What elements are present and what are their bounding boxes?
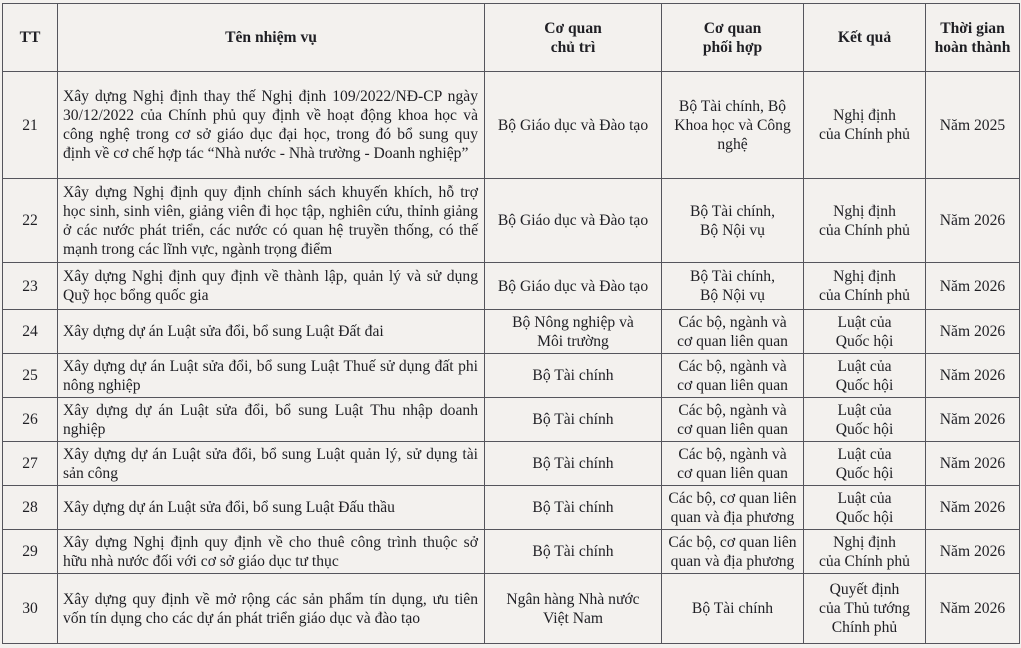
- header-row: [3, 4, 1020, 72]
- row-number: 21: [3, 72, 58, 179]
- coordinating-agency: Các bộ, ngành và cơ quan liên quan: [662, 310, 804, 354]
- deadline: Năm 2026: [926, 310, 1020, 354]
- table-row: [3, 263, 1020, 310]
- result: Luật của Quốc hội: [804, 486, 926, 530]
- task-name: Xây dựng quy định về mở rộng các sản phẩm tín dụng, ưu tiên vốn tín dụng cho các dự án phát triển giáo dục và đào tạo: [58, 574, 485, 644]
- lead-agency: Bộ Tài chính: [485, 486, 662, 530]
- task-name: Xây dựng dự án Luật sửa đổi, bổ sung Luật Thu nhập doanh nghiệp: [58, 398, 485, 442]
- header-lead-agency: Cơ quan chủ trì: [485, 4, 662, 72]
- header-tt: TT: [3, 4, 58, 72]
- lead-agency: Bộ Giáo dục và Đào tạo: [485, 263, 662, 310]
- row-number: 27: [3, 442, 58, 486]
- header-coordinating-agency: Cơ quan phối hợp: [662, 4, 804, 72]
- coordinating-agency: Bộ Tài chính: [662, 574, 804, 644]
- result: Luật của Quốc hội: [804, 354, 926, 398]
- lead-agency: Bộ Nông nghiệp và Môi trường: [485, 310, 662, 354]
- lead-agency: Bộ Tài chính: [485, 442, 662, 486]
- row-number: 30: [3, 574, 58, 644]
- task-name: Xây dựng dự án Luật sửa đổi, bổ sung Luật Đấu thầu: [58, 486, 485, 530]
- result: Luật của Quốc hội: [804, 398, 926, 442]
- coordinating-agency: Các bộ, cơ quan liên quan và địa phương: [662, 486, 804, 530]
- tasks-table: [2, 3, 1020, 644]
- coordinating-agency: Các bộ, cơ quan liên quan và địa phương: [662, 530, 804, 574]
- result: Luật của Quốc hội: [804, 442, 926, 486]
- row-number: 25: [3, 354, 58, 398]
- lead-agency: Bộ Tài chính: [485, 398, 662, 442]
- coordinating-agency: Bộ Tài chính, Bộ Nội vụ: [662, 179, 804, 263]
- table-row: [3, 398, 1020, 442]
- result: Luật của Quốc hội: [804, 310, 926, 354]
- lead-agency: Bộ Giáo dục và Đào tạo: [485, 72, 662, 179]
- deadline: Năm 2026: [926, 530, 1020, 574]
- lead-agency: Bộ Tài chính: [485, 354, 662, 398]
- deadline: Năm 2026: [926, 486, 1020, 530]
- deadline: Năm 2026: [926, 179, 1020, 263]
- table-row: [3, 310, 1020, 354]
- result: Nghị định của Chính phủ: [804, 72, 926, 179]
- table-row: [3, 179, 1020, 263]
- task-name: Xây dựng Nghị định thay thế Nghị định 109/2022/NĐ-CP ngày 30/12/2022 của Chính phủ quy định về hoạt động khoa học và công nghệ trong cơ sở giáo dục đại học, trong đó bổ sung quy định về cơ chế hợp tác “Nhà nước - Nhà trường - Doanh nghiệp”: [58, 72, 485, 179]
- coordinating-agency: Các bộ, ngành và cơ quan liên quan: [662, 398, 804, 442]
- coordinating-agency: Bộ Tài chính, Bộ Nội vụ: [662, 263, 804, 310]
- task-name: Xây dựng Nghị định quy định về cho thuê công trình thuộc sở hữu nhà nước đối với cơ sở giáo dục tư thục: [58, 530, 485, 574]
- result: Nghị định của Chính phủ: [804, 263, 926, 310]
- coordinating-agency: Bộ Tài chính, Bộ Khoa học và Công nghệ: [662, 72, 804, 179]
- header-task: Tên nhiệm vụ: [58, 4, 485, 72]
- table-row: [3, 442, 1020, 486]
- task-name: Xây dựng dự án Luật sửa đổi, bổ sung Luật Đất đai: [58, 310, 485, 354]
- deadline: Năm 2026: [926, 574, 1020, 644]
- deadline: Năm 2026: [926, 263, 1020, 310]
- header-deadline: Thời gian hoàn thành: [926, 4, 1020, 72]
- row-number: 29: [3, 530, 58, 574]
- result: Nghị định của Chính phủ: [804, 179, 926, 263]
- coordinating-agency: Các bộ, ngành và cơ quan liên quan: [662, 354, 804, 398]
- result: Quyết định của Thủ tướng Chính phủ: [804, 574, 926, 644]
- result: Nghị định của Chính phủ: [804, 530, 926, 574]
- header-result: Kết quả: [804, 4, 926, 72]
- row-number: 24: [3, 310, 58, 354]
- deadline: Năm 2025: [926, 72, 1020, 179]
- deadline: Năm 2026: [926, 442, 1020, 486]
- task-name: Xây dựng dự án Luật sửa đổi, bổ sung Luật Thuế sử dụng đất phi nông nghiệp: [58, 354, 485, 398]
- task-name: Xây dựng Nghị định quy định về thành lập, quản lý và sử dụng Quỹ học bổng quốc gia: [58, 263, 485, 310]
- table-row: [3, 354, 1020, 398]
- lead-agency: Bộ Tài chính: [485, 530, 662, 574]
- row-number: 23: [3, 263, 58, 310]
- lead-agency: Ngân hàng Nhà nước Việt Nam: [485, 574, 662, 644]
- deadline: Năm 2026: [926, 398, 1020, 442]
- row-number: 26: [3, 398, 58, 442]
- task-name: Xây dựng dự án Luật sửa đổi, bổ sung Luật quản lý, sử dụng tài sản công: [58, 442, 485, 486]
- table-row: [3, 486, 1020, 530]
- row-number: 22: [3, 179, 58, 263]
- row-number: 28: [3, 486, 58, 530]
- coordinating-agency: Các bộ, ngành và cơ quan liên quan: [662, 442, 804, 486]
- task-name: Xây dựng Nghị định quy định chính sách khuyến khích, hỗ trợ học sinh, sinh viên, giảng viên đi học tập, nghiên cứu, thỉnh giảng ở các nước phát triển, các nước có quan hệ truyền thống, có thế mạnh trong các lĩnh vực, ngành trọng điểm: [58, 179, 485, 263]
- table-row: [3, 530, 1020, 574]
- table-row: [3, 72, 1020, 179]
- table-row: [3, 574, 1020, 644]
- lead-agency: Bộ Giáo dục và Đào tạo: [485, 179, 662, 263]
- deadline: Năm 2026: [926, 354, 1020, 398]
